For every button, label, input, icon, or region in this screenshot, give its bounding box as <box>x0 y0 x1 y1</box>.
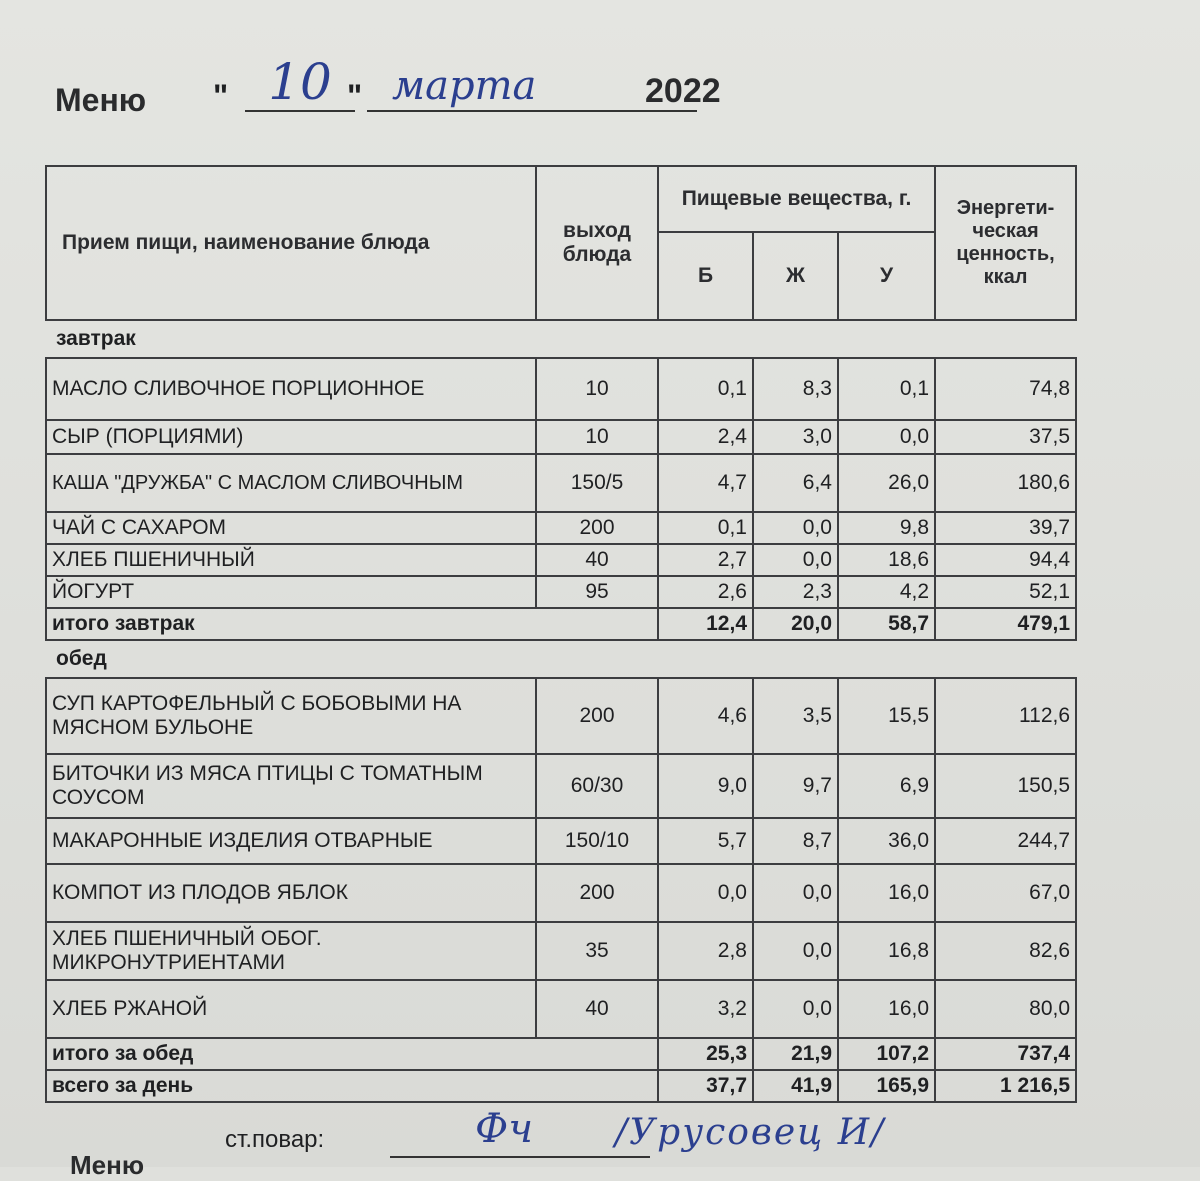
dish-fat: 9,7 <box>753 754 838 818</box>
day-total-label: всего за день <box>46 1070 658 1102</box>
signature-row <box>45 1106 1075 1167</box>
title-word: Меню <box>55 82 147 118</box>
total-fat: 20,0 <box>753 608 838 640</box>
dish-yield: 10 <box>536 358 658 420</box>
dish-kcal: 37,5 <box>935 420 1076 454</box>
dish-name: ХЛЕБ ПШЕНИЧНЫЙ ОБОГ. МИКРОНУТРИЕНТАМИ <box>46 922 536 980</box>
title-month-handwritten: марта <box>367 60 697 112</box>
table-row <box>46 358 1076 420</box>
dish-name: БИТОЧКИ ИЗ МЯСА ПТИЦЫ С ТОМАТНЫМ СОУСОМ <box>46 754 536 818</box>
dish-protein: 0,1 <box>658 358 753 420</box>
table-row <box>46 544 1076 576</box>
dish-name: МАСЛО СЛИВОЧНОЕ ПОРЦИОННОЕ <box>46 358 536 420</box>
dish-carbs: 4,2 <box>838 576 935 608</box>
table-row <box>46 754 1076 818</box>
dish-kcal: 74,8 <box>935 358 1076 420</box>
dish-kcal: 244,7 <box>935 818 1076 864</box>
dish-yield: 150/5 <box>536 454 658 512</box>
dish-name: ХЛЕБ РЖАНОЙ <box>46 980 536 1038</box>
total-row-lunch <box>46 1038 1076 1070</box>
table-row <box>46 454 1076 512</box>
dish-carbs: 9,8 <box>838 512 935 544</box>
header-yield: выход блюда <box>536 166 658 320</box>
signature-name-handwritten: /Урусовец И/ <box>615 1112 886 1153</box>
dish-carbs: 0,1 <box>838 358 935 420</box>
dish-fat: 0,0 <box>753 980 838 1038</box>
dish-yield: 200 <box>536 678 658 754</box>
dish-name: ХЛЕБ ПШЕНИЧНЫЙ <box>46 544 536 576</box>
total-row-breakfast <box>46 608 1076 640</box>
dish-fat: 6,4 <box>753 454 838 512</box>
dish-kcal: 180,6 <box>935 454 1076 512</box>
dish-yield: 200 <box>536 512 658 544</box>
dish-name: ЙОГУРТ <box>46 576 536 608</box>
dish-name: ЧАЙ С САХАРОМ <box>46 512 536 544</box>
dish-fat: 8,7 <box>753 818 838 864</box>
dish-name: МАКАРОННЫЕ ИЗДЕЛИЯ ОТВАРНЫЕ <box>46 818 536 864</box>
dish-protein: 5,7 <box>658 818 753 864</box>
table-row <box>46 420 1076 454</box>
total-label: итого завтрак <box>46 608 658 640</box>
dish-kcal: 52,1 <box>935 576 1076 608</box>
section-label: завтрак <box>56 327 136 350</box>
dish-protein: 0,0 <box>658 864 753 922</box>
table-row <box>46 512 1076 544</box>
dish-yield: 40 <box>536 544 658 576</box>
dish-yield: 150/10 <box>536 818 658 864</box>
total-row-day <box>46 1070 1076 1102</box>
total-protein: 25,3 <box>658 1038 753 1070</box>
header-fat: Ж <box>753 232 838 320</box>
dish-protein: 9,0 <box>658 754 753 818</box>
total-protein: 12,4 <box>658 608 753 640</box>
dish-protein: 4,6 <box>658 678 753 754</box>
total-carbs: 107,2 <box>838 1038 935 1070</box>
dish-fat: 3,0 <box>753 420 838 454</box>
table-row <box>46 576 1076 608</box>
dish-carbs: 18,6 <box>838 544 935 576</box>
dish-protein: 3,2 <box>658 980 753 1038</box>
signature-label: ст.повар: <box>225 1126 325 1153</box>
dish-fat: 8,3 <box>753 358 838 420</box>
header-energy: Энергети-ческая ценность, ккал <box>935 166 1076 320</box>
dish-kcal: 80,0 <box>935 980 1076 1038</box>
table-row <box>46 818 1076 864</box>
dish-kcal: 67,0 <box>935 864 1076 922</box>
day-total-kcal: 1 216,5 <box>935 1070 1076 1102</box>
dish-kcal: 82,6 <box>935 922 1076 980</box>
title-year: 2022 <box>645 72 721 110</box>
dish-yield: 40 <box>536 980 658 1038</box>
dish-fat: 3,5 <box>753 678 838 754</box>
dish-fat: 0,0 <box>753 512 838 544</box>
dish-kcal: 94,4 <box>935 544 1076 576</box>
dish-kcal: 150,5 <box>935 754 1076 818</box>
day-total-carbs: 165,9 <box>838 1070 935 1102</box>
table-row <box>46 922 1076 980</box>
total-label: итого за обед <box>46 1038 658 1070</box>
table-row <box>46 980 1076 1038</box>
table-row <box>46 864 1076 922</box>
next-menu-fragment: Меню <box>70 1150 145 1180</box>
total-kcal: 479,1 <box>935 608 1076 640</box>
total-fat: 21,9 <box>753 1038 838 1070</box>
dish-protein: 2,6 <box>658 576 753 608</box>
dish-yield: 60/30 <box>536 754 658 818</box>
section-label: обед <box>56 647 107 670</box>
dish-protein: 2,4 <box>658 420 753 454</box>
day-total-fat: 41,9 <box>753 1070 838 1102</box>
dish-protein: 2,7 <box>658 544 753 576</box>
menu-table <box>45 165 1077 1103</box>
dish-name: СУП КАРТОФЕЛЬНЫЙ С БОБОВЫМИ НА МЯСНОМ БУЛЬОНЕ <box>46 678 536 754</box>
signature-line <box>390 1156 650 1158</box>
dish-carbs: 16,0 <box>838 980 935 1038</box>
header-row-top <box>46 166 1076 232</box>
header-carbs: У <box>838 232 935 320</box>
section-breakfast <box>46 320 1076 358</box>
dish-carbs: 26,0 <box>838 454 935 512</box>
title-quote-close: " <box>347 78 363 114</box>
dish-carbs: 0,0 <box>838 420 935 454</box>
section-lunch <box>46 640 1076 678</box>
dish-protein: 4,7 <box>658 454 753 512</box>
title-quote-open: " <box>213 78 229 114</box>
dish-carbs: 15,5 <box>838 678 935 754</box>
dish-fat: 0,0 <box>753 922 838 980</box>
dish-kcal: 112,6 <box>935 678 1076 754</box>
dish-yield: 200 <box>536 864 658 922</box>
dish-carbs: 36,0 <box>838 818 935 864</box>
total-carbs: 58,7 <box>838 608 935 640</box>
title-day-handwritten: 10 <box>245 54 355 112</box>
dish-kcal: 39,7 <box>935 512 1076 544</box>
dish-name: СЫР (ПОРЦИЯМИ) <box>46 420 536 454</box>
dish-yield: 95 <box>536 576 658 608</box>
dish-name: КОМПОТ ИЗ ПЛОДОВ ЯБЛОК <box>46 864 536 922</box>
dish-yield: 35 <box>536 922 658 980</box>
header-dish: Прием пищи, наименование блюда <box>46 166 536 320</box>
header-nutrients: Пищевые вещества, г. <box>658 166 935 232</box>
dish-yield: 10 <box>536 420 658 454</box>
menu-title <box>55 53 775 128</box>
dish-carbs: 6,9 <box>838 754 935 818</box>
signature-mark-handwritten: Фч <box>475 1106 534 1152</box>
dish-carbs: 16,0 <box>838 864 935 922</box>
dish-protein: 0,1 <box>658 512 753 544</box>
day-total-protein: 37,7 <box>658 1070 753 1102</box>
dish-fat: 2,3 <box>753 576 838 608</box>
total-kcal: 737,4 <box>935 1038 1076 1070</box>
dish-name: КАША "ДРУЖБА" С МАСЛОМ СЛИВОЧНЫМ <box>46 454 536 512</box>
dish-fat: 0,0 <box>753 864 838 922</box>
table-row <box>46 678 1076 754</box>
dish-carbs: 16,8 <box>838 922 935 980</box>
header-protein: Б <box>658 232 753 320</box>
dish-fat: 0,0 <box>753 544 838 576</box>
dish-protein: 2,8 <box>658 922 753 980</box>
